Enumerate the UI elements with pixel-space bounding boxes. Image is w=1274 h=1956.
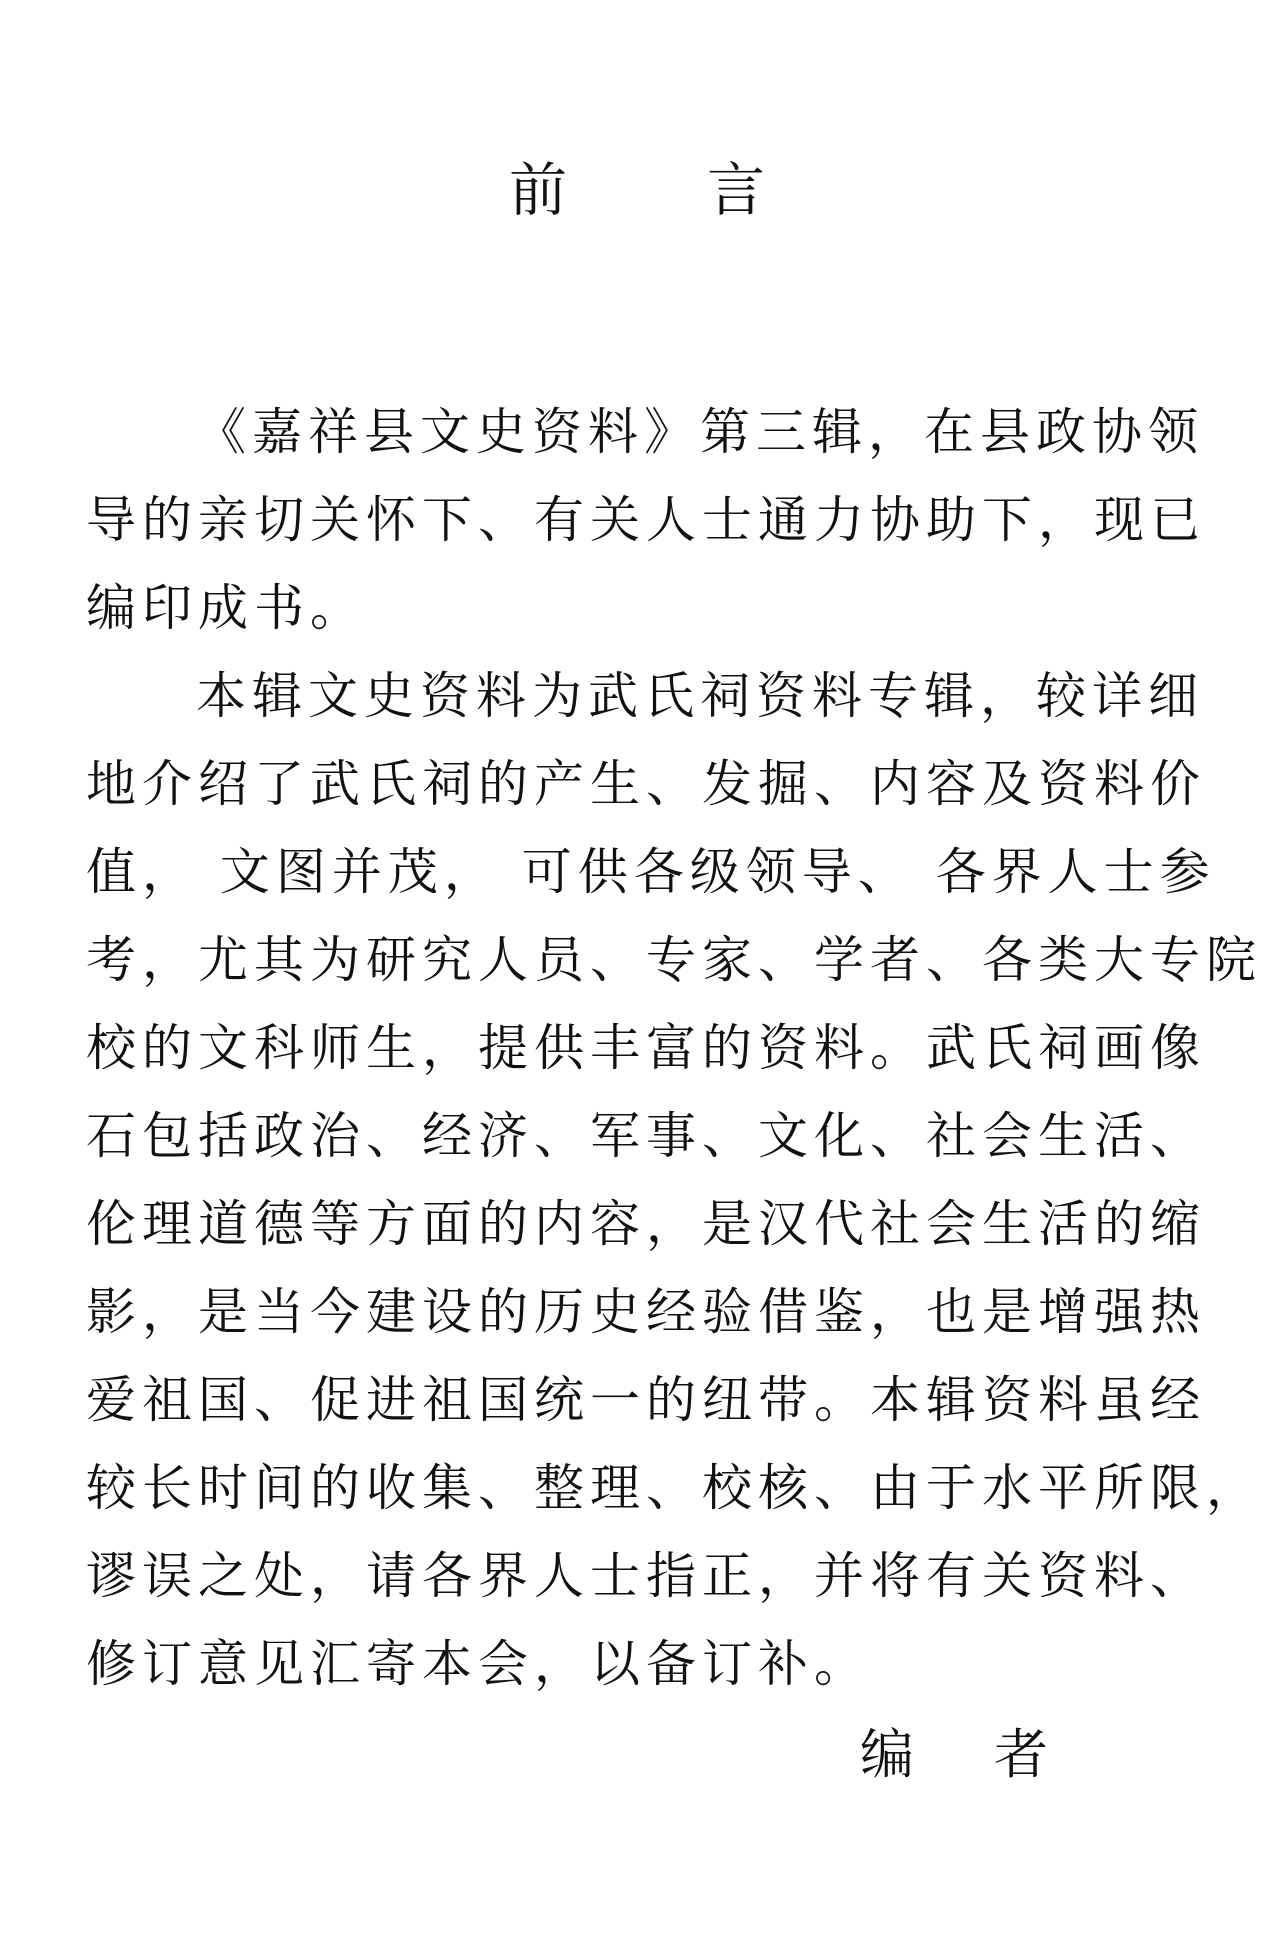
paragraph-1-line-2: 导的亲切关怀下、有关人士通力协助下，现已	[86, 491, 1206, 549]
page-title	[0, 155, 1274, 225]
title-char-2: 言	[707, 156, 766, 224]
preface-body	[86, 388, 1262, 1708]
paragraph-2-line-7: 伦理道德等方面的内容，是汉代社会生活的缩	[86, 1195, 1206, 1253]
paragraph-1-line-3: 编印成书。	[86, 579, 366, 637]
author-signature	[860, 1720, 1048, 1790]
paragraph-2-line-2: 地介绍了武氏祠的产生、发掘、内容及资料价	[86, 755, 1206, 813]
paragraph-2-line-1: 本辑文史资料为武氏祠资料专辑，较详细	[196, 667, 1204, 725]
paragraph-2-line-9: 爱祖国、促进祖国统一的纽带。本辑资料虽经	[86, 1371, 1206, 1429]
title-char-1: 前	[508, 156, 567, 224]
paragraph-2-line-10: 较长时间的收集、整理、校核、由于水平所限，	[86, 1459, 1262, 1517]
signature-char-1: 编	[860, 1723, 914, 1786]
paragraph-2-line-3: 值， 文图并茂， 可供各级领导、 各界人士参	[86, 843, 1216, 901]
paragraph-2-line-8: 影，是当今建设的历史经验借鉴，也是增强热	[86, 1283, 1206, 1341]
paragraph-2-line-12: 修订意见汇寄本会，以备订补。	[86, 1635, 870, 1693]
paragraph-1-line-1: 《嘉祥县文史资料》第三辑，在县政协领	[196, 403, 1204, 461]
paragraph-2-line-6: 石包括政治、经济、军事、文化、社会生活、	[86, 1107, 1206, 1165]
paragraph-2-line-5: 校的文科师生，提供丰富的资料。武氏祠画像	[86, 1019, 1206, 1077]
paragraph-2-line-11: 谬误之处，请各界人士指正，并将有关资料、	[86, 1547, 1206, 1605]
paragraph-2-line-4: 考，尤其为研究人员、专家、学者、各类大专院	[86, 931, 1262, 989]
signature-char-2: 者	[994, 1723, 1048, 1786]
